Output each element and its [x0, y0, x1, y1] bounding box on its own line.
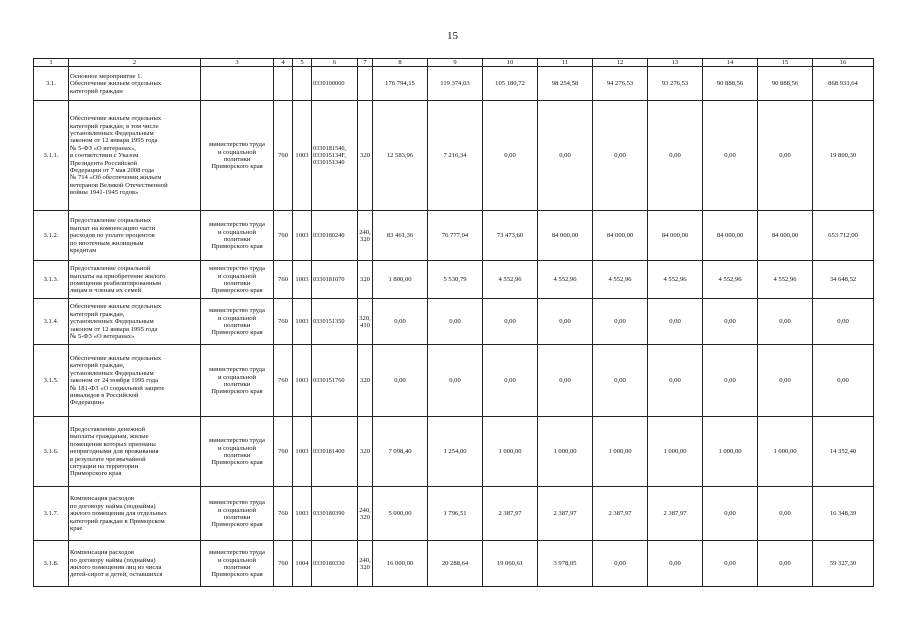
row-value: 0,00	[428, 345, 483, 417]
row-value: 4 552,96	[593, 261, 648, 299]
row-number: 3.1.4.	[34, 299, 69, 345]
row-value: 84 000,00	[703, 211, 758, 261]
row-value: 84 000,00	[758, 211, 813, 261]
row-name: Основное мероприятие 1. Обеспечение жильем отдельных категорий граждан	[69, 67, 201, 101]
row-col4: 760	[274, 211, 293, 261]
row-total: 653 712,00	[813, 211, 874, 261]
row-value: 3 978,05	[538, 541, 593, 587]
row-col5: 1003	[293, 211, 312, 261]
row-number: 3.1.1.	[34, 101, 69, 211]
row-col7: 320	[358, 345, 373, 417]
row-value: 1 000,00	[483, 417, 538, 487]
row-value: 1 000,00	[593, 417, 648, 487]
row-value: 0,00	[593, 299, 648, 345]
row-name: Предоставление денежной выплаты гражданам, жилые помещения которых признаны непригодными для проживания в результате чрезвычайной ситуации на территории Приморского края	[69, 417, 201, 487]
row-value: 1 000,00	[758, 417, 813, 487]
header-cell: 4	[274, 59, 293, 67]
header-cell: 12	[593, 59, 648, 67]
header-row	[34, 59, 874, 67]
table-row	[34, 541, 874, 587]
row-value: 0,00	[593, 541, 648, 587]
row-total: 16 348,39	[813, 487, 874, 541]
row-col5: 1003	[293, 101, 312, 211]
header-cell: 13	[648, 59, 703, 67]
page-number: 15	[447, 30, 458, 42]
row-value: 0,00	[428, 299, 483, 345]
row-total: 34 648,52	[813, 261, 874, 299]
row-value: 0,00	[758, 487, 813, 541]
row-value: 0,00	[483, 101, 538, 211]
header-cell: 3	[201, 59, 274, 67]
row-value: 0,00	[593, 101, 648, 211]
row-number: 3.1.7.	[34, 487, 69, 541]
row-value: 0,00	[538, 345, 593, 417]
row-number: 3.1.	[34, 67, 69, 101]
row-value: 7 216,34	[428, 101, 483, 211]
row-value: 0,00	[648, 299, 703, 345]
row-organization: министерство труда и социальной политики Приморского края	[201, 417, 274, 487]
row-value: 1 800,00	[373, 261, 428, 299]
row-number: 3.1.2.	[34, 211, 69, 261]
header-cell: 6	[312, 59, 358, 67]
row-organization: министерство труда и социальной политики Приморского края	[201, 211, 274, 261]
row-col5: 1003	[293, 487, 312, 541]
row-value: 119 374,03	[428, 67, 483, 101]
row-value: 94 276,53	[593, 67, 648, 101]
row-col7: 320	[358, 101, 373, 211]
row-value: 84 000,00	[593, 211, 648, 261]
row-value: 0,00	[758, 299, 813, 345]
row-value: 0,00	[703, 299, 758, 345]
row-number: 3.1.8.	[34, 541, 69, 587]
row-value: 16 000,00	[373, 541, 428, 587]
header-cell: 1	[34, 59, 69, 67]
row-total: 14 352,40	[813, 417, 874, 487]
row-col7: 240, 320	[358, 541, 373, 587]
row-code: 0330100000	[312, 67, 358, 101]
row-value: 2 387,97	[648, 487, 703, 541]
row-col4: 760	[274, 345, 293, 417]
row-value: 4 552,96	[758, 261, 813, 299]
row-number: 3.1.6.	[34, 417, 69, 487]
row-name: Предоставление социальной выплаты на приобретение жилого помещения реабилитированным лицам и членам их семей	[69, 261, 201, 299]
row-col4: 760	[274, 487, 293, 541]
row-name: Компенсация расходов по договору найма (поднайма) жилого помещения лиц из числа детей-сирот и детей, оставшихся	[69, 541, 201, 587]
row-organization	[201, 67, 274, 101]
row-code: 0330181540, 033015134F, 0330151340	[312, 101, 358, 211]
row-col7: 240, 320	[358, 487, 373, 541]
row-value: 0,00	[758, 101, 813, 211]
row-col7: 240, 320	[358, 211, 373, 261]
row-value: 2 387,97	[593, 487, 648, 541]
row-col5: 1003	[293, 299, 312, 345]
header-cell: 10	[483, 59, 538, 67]
row-code: 0330181070	[312, 261, 358, 299]
row-value: 0,00	[373, 345, 428, 417]
row-value: 0,00	[538, 101, 593, 211]
row-total: 0,00	[813, 345, 874, 417]
row-col5	[293, 67, 312, 101]
row-col4	[274, 67, 293, 101]
row-value: 0,00	[758, 345, 813, 417]
row-code: 0330180330	[312, 541, 358, 587]
row-value: 1 796,51	[428, 487, 483, 541]
table-row	[34, 101, 874, 211]
row-col5: 1003	[293, 261, 312, 299]
row-value: 90 888,56	[758, 67, 813, 101]
row-code: 0330180390	[312, 487, 358, 541]
row-col4: 760	[274, 101, 293, 211]
row-value: 2 387,97	[483, 487, 538, 541]
header-cell: 16	[813, 59, 874, 67]
header-cell: 7	[358, 59, 373, 67]
row-value: 2 387,97	[538, 487, 593, 541]
row-value: 0,00	[483, 345, 538, 417]
row-organization: министерство труда и социальной политики Приморского края	[201, 487, 274, 541]
row-col7: 320	[358, 417, 373, 487]
row-organization: министерство труда и социальной политики Приморского края	[201, 261, 274, 299]
row-value: 0,00	[538, 299, 593, 345]
row-code: 0330180240	[312, 211, 358, 261]
row-value: 0,00	[648, 101, 703, 211]
row-code: 0330151760	[312, 345, 358, 417]
table-row	[34, 417, 874, 487]
row-name: Предоставление социальных выплат на компенсацию части расходов по уплате процентов по ипотечным жилищным кредитам	[69, 211, 201, 261]
row-value: 90 888,56	[703, 67, 758, 101]
header-cell: 14	[703, 59, 758, 67]
row-value: 84 000,00	[648, 211, 703, 261]
row-col7	[358, 67, 373, 101]
row-number: 3.1.5.	[34, 345, 69, 417]
header-cell: 9	[428, 59, 483, 67]
row-value: 176 794,15	[373, 67, 428, 101]
row-col5: 1003	[293, 417, 312, 487]
row-code: 0330181400	[312, 417, 358, 487]
row-value: 1 000,00	[538, 417, 593, 487]
row-value: 12 583,96	[373, 101, 428, 211]
table-row	[34, 345, 874, 417]
row-col4: 760	[274, 299, 293, 345]
row-organization: министерство труда и социальной политики Приморского края	[201, 345, 274, 417]
row-value: 0,00	[483, 299, 538, 345]
row-value: 7 098,40	[373, 417, 428, 487]
table-row	[34, 67, 874, 101]
row-value: 0,00	[703, 487, 758, 541]
row-value: 76 777,04	[428, 211, 483, 261]
row-value: 4 552,96	[538, 261, 593, 299]
row-col4: 760	[274, 261, 293, 299]
row-value: 73 473,60	[483, 211, 538, 261]
row-value: 0,00	[593, 345, 648, 417]
row-value: 5 000,00	[373, 487, 428, 541]
row-value: 84 000,00	[538, 211, 593, 261]
row-value: 5 530,79	[428, 261, 483, 299]
row-total: 19 800,30	[813, 101, 874, 211]
header-cell: 2	[69, 59, 201, 67]
row-col5: 1003	[293, 345, 312, 417]
row-value: 93 276,53	[648, 67, 703, 101]
row-name: Компенсация расходов по договору найма (поднайма) жилого помещения для отдельных категорий граждан в Приморском крае	[69, 487, 201, 541]
row-name: Обеспечение жильем отдельных категорий граждан, в том числе установленных Федеральным законом от 12 января 1995 года № 5-ФЗ «О ветеранах», в соответствии с Указом Президента Российской Федерации от 7 мая 2008 года № 714 «Об обеспечении жильем ветеранов Великой Отечественной войны 1941-1945 годов»	[69, 101, 201, 211]
row-total: 868 933,64	[813, 67, 874, 101]
row-number: 3.1.3.	[34, 261, 69, 299]
row-organization: министерство труда и социальной политики Приморского края	[201, 541, 274, 587]
row-value: 98 254,58	[538, 67, 593, 101]
table-row	[34, 211, 874, 261]
row-organization: министерство труда и социальной политики Приморского края	[201, 101, 274, 211]
row-value: 1 000,00	[703, 417, 758, 487]
row-value: 0,00	[703, 541, 758, 587]
row-col5: 1004	[293, 541, 312, 587]
row-value: 0,00	[648, 345, 703, 417]
row-total: 59 327,30	[813, 541, 874, 587]
row-col4: 760	[274, 541, 293, 587]
row-value: 83 461,36	[373, 211, 428, 261]
row-col4: 760	[274, 417, 293, 487]
table-row	[34, 299, 874, 345]
row-col7: 320	[358, 261, 373, 299]
row-col7: 320, 410	[358, 299, 373, 345]
row-value: 4 552,96	[703, 261, 758, 299]
row-value: 105 180,72	[483, 67, 538, 101]
table-row	[34, 487, 874, 541]
row-name: Обеспечение жильем отдельных категорий граждан, установленных Федеральным законом от 12 января 1995 года № 5-ФЗ «О ветеранах»	[69, 299, 201, 345]
header-cell: 11	[538, 59, 593, 67]
row-organization: министерство труда и социальной политики Приморского края	[201, 299, 274, 345]
row-value: 4 552,96	[483, 261, 538, 299]
row-value: 1 000,00	[648, 417, 703, 487]
row-value: 0,00	[758, 541, 813, 587]
row-value: 4 552,96	[648, 261, 703, 299]
header-cell: 15	[758, 59, 813, 67]
row-value: 19 060,61	[483, 541, 538, 587]
header-cell: 5	[293, 59, 312, 67]
header-cell: 8	[373, 59, 428, 67]
row-code: 0330151350	[312, 299, 358, 345]
row-value: 0,00	[373, 299, 428, 345]
row-value: 0,00	[648, 541, 703, 587]
row-total: 0,00	[813, 299, 874, 345]
table-row	[34, 261, 874, 299]
row-value: 1 254,00	[428, 417, 483, 487]
row-value: 0,00	[703, 345, 758, 417]
budget-table	[33, 58, 874, 587]
row-value: 20 288,64	[428, 541, 483, 587]
row-name: Обеспечение жильем отдельных категорий граждан, установленных Федеральным законом от 24 ноября 1995 года № 181-ФЗ «О социальной защите инвалидов в Российской Федерации»	[69, 345, 201, 417]
row-value: 0,00	[703, 101, 758, 211]
